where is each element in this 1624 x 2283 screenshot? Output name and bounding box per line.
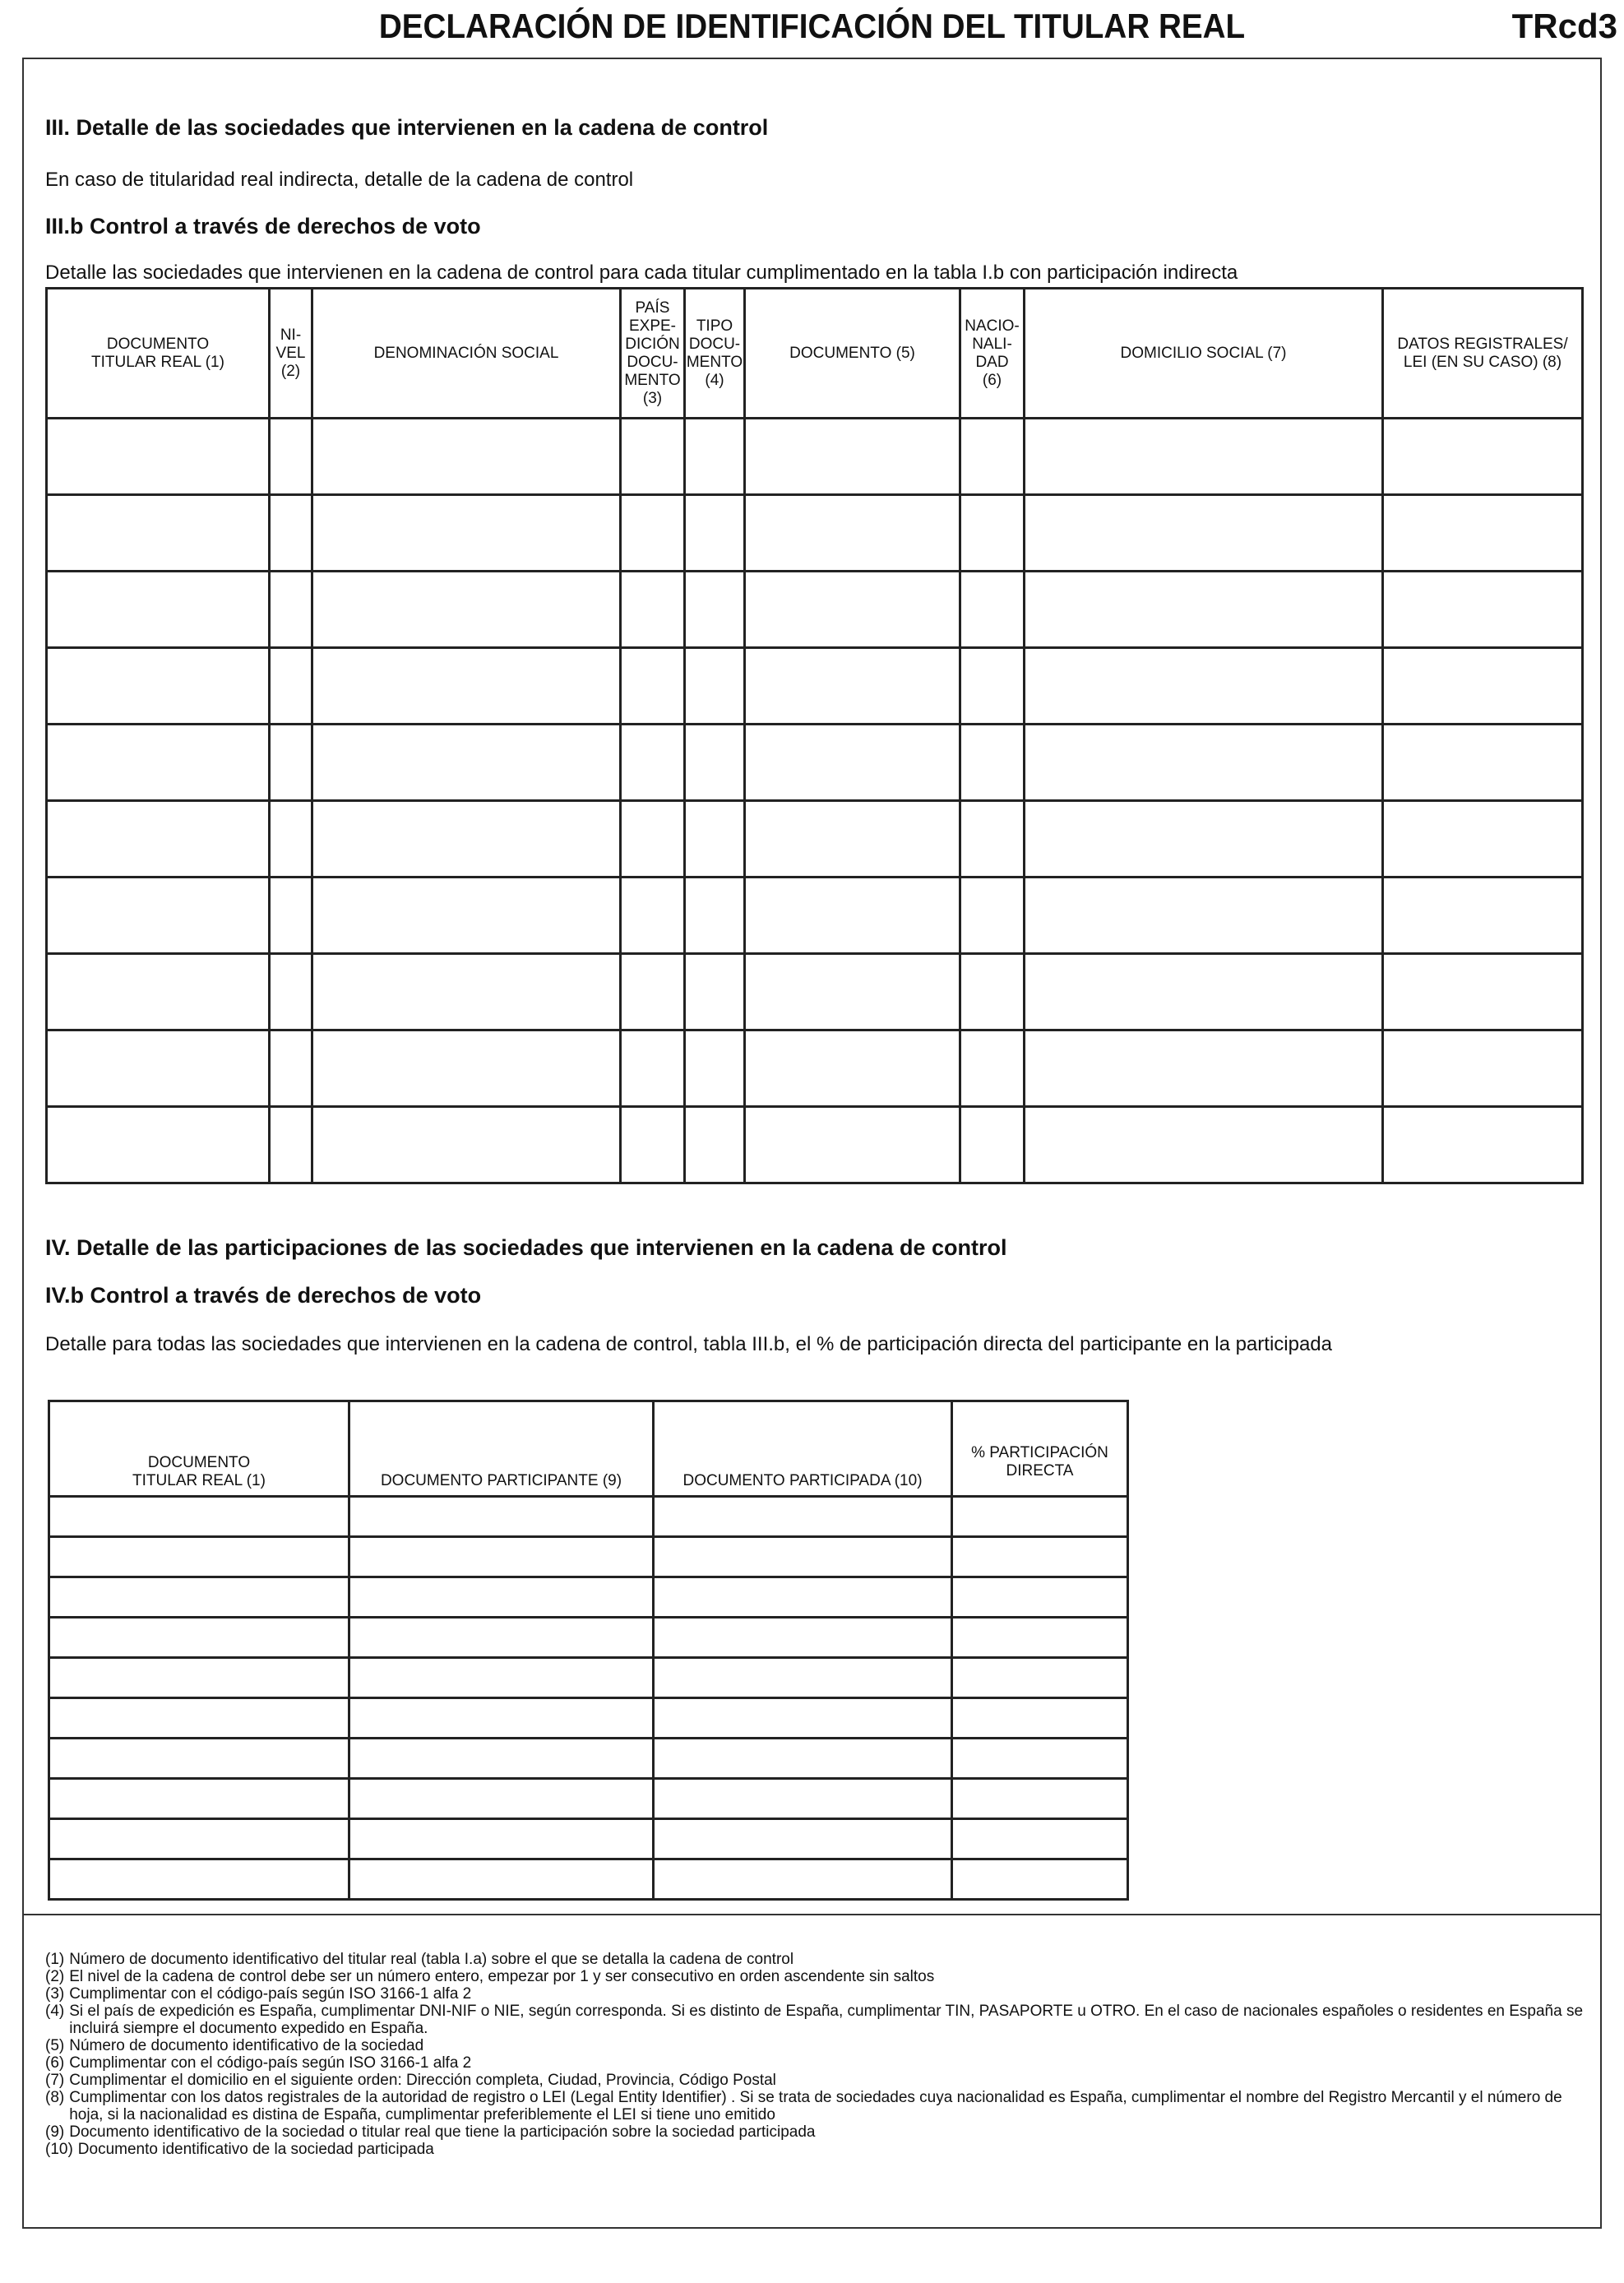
input-cell[interactable] <box>1025 572 1383 648</box>
control-chain-header-row <box>47 289 1583 419</box>
input-cell[interactable] <box>952 1497 1128 1537</box>
col-pais-expedicion: PAÍS EXPE- DICIÓN DOCU- MENTO (3) <box>621 289 685 419</box>
table-row <box>49 1497 1128 1537</box>
table-row <box>47 495 1583 572</box>
input-cell[interactable] <box>1025 1030 1383 1107</box>
table-row <box>47 878 1583 954</box>
input-cell[interactable] <box>270 1030 312 1107</box>
input-cell[interactable] <box>349 1658 654 1698</box>
col-documento: DOCUMENTO (5) <box>745 289 960 419</box>
form-title: DECLARACIÓN DE IDENTIFICACIÓN DEL TITULAR REAL <box>378 7 1246 45</box>
input-cell[interactable] <box>47 1030 270 1107</box>
input-cell[interactable] <box>312 1030 621 1107</box>
footnote-text: Si el país de expedición es España, cumplimentar DNI-NIF o NIE, según corresponda. Si es distinto de España, cumplimentar TIN, PASAPORTE u OTRO. En el caso de nacionales españoles o residentes en España se incluirá siempre el documento expedido en España. <box>69 2003 1584 2037</box>
input-cell[interactable] <box>349 1537 654 1577</box>
input-cell[interactable] <box>685 495 745 572</box>
col-denominacion-social: DENOMINACIÓN SOCIAL <box>312 289 621 419</box>
footnote-number: (4) <box>45 2003 65 2020</box>
input-cell[interactable] <box>654 1739 952 1779</box>
input-cell[interactable] <box>745 954 960 1030</box>
input-cell[interactable] <box>312 725 621 801</box>
input-cell[interactable] <box>312 495 621 572</box>
input-cell[interactable] <box>654 1779 952 1819</box>
input-cell[interactable] <box>312 954 621 1030</box>
input-cell[interactable] <box>952 1739 1128 1779</box>
input-cell[interactable] <box>952 1658 1128 1698</box>
footnote-text: Cumplimentar con los datos registrales de la autoridad de registro o LEI (Legal Entity Identifier) . Si se trata de sociedades cuya nacionalidad es España, cumplimentar el nombre del Registro Mercantil y el número de hoja, si la nacionalidad es distina de España, cumplimentar preferiblemente el LEI si tiene uno emitido <box>69 2089 1562 2123</box>
input-cell[interactable] <box>1025 878 1383 954</box>
input-cell[interactable] <box>349 1859 654 1900</box>
table-row <box>49 1819 1128 1859</box>
input-cell[interactable] <box>349 1497 654 1537</box>
input-cell[interactable] <box>349 1698 654 1739</box>
input-cell[interactable] <box>960 1030 1025 1107</box>
input-cell[interactable] <box>621 801 685 878</box>
input-cell[interactable] <box>1383 725 1583 801</box>
input-cell[interactable] <box>1025 495 1383 572</box>
input-cell[interactable] <box>685 648 745 725</box>
input-cell[interactable] <box>1383 572 1583 648</box>
footnote <box>45 2037 1591 2054</box>
input-cell[interactable] <box>47 878 270 954</box>
participation-table <box>48 1400 1129 1901</box>
input-cell[interactable] <box>685 1030 745 1107</box>
input-cell[interactable] <box>621 725 685 801</box>
input-cell[interactable] <box>49 1739 349 1779</box>
input-cell[interactable] <box>1383 801 1583 878</box>
input-cell[interactable] <box>745 495 960 572</box>
section3-heading: III. Detalle de las sociedades que intervienen en la cadena de control <box>45 115 769 140</box>
input-cell[interactable] <box>1025 725 1383 801</box>
input-cell[interactable] <box>349 1819 654 1859</box>
footnote-number: (1) <box>45 1951 65 1968</box>
footnote-text: Documento identificativo de la sociedad participada <box>77 2141 434 2158</box>
input-cell[interactable] <box>952 1618 1128 1658</box>
input-cell[interactable] <box>685 801 745 878</box>
input-cell[interactable] <box>960 801 1025 878</box>
input-cell[interactable] <box>47 572 270 648</box>
input-cell[interactable] <box>960 1107 1025 1183</box>
footnote <box>45 1968 1591 1985</box>
table-row <box>49 1577 1128 1618</box>
footnote-text: Cumplimentar con el código-país según ISO 3166-1 alfa 2 <box>69 2054 472 2072</box>
footnote <box>45 2003 1591 2037</box>
input-cell[interactable] <box>312 648 621 725</box>
input-cell[interactable] <box>1383 495 1583 572</box>
input-cell[interactable] <box>49 1577 349 1618</box>
input-cell[interactable] <box>49 1779 349 1819</box>
input-cell[interactable] <box>654 1618 952 1658</box>
notes-divider <box>22 1914 1602 1915</box>
input-cell[interactable] <box>349 1739 654 1779</box>
table-row <box>49 1537 1128 1577</box>
input-cell[interactable] <box>685 419 745 495</box>
col-tipo-documento: TIPO DOCU- MENTO (4) <box>685 289 745 419</box>
table-row <box>49 1658 1128 1698</box>
input-cell[interactable] <box>270 801 312 878</box>
table-row <box>47 648 1583 725</box>
input-cell[interactable] <box>270 648 312 725</box>
input-cell[interactable] <box>654 1497 952 1537</box>
col-nacionalidad: NACIO- NALI- DAD (6) <box>960 289 1025 419</box>
input-cell[interactable] <box>47 725 270 801</box>
input-cell[interactable] <box>952 1698 1128 1739</box>
footnote <box>45 2089 1591 2123</box>
section3-table-caption: Detalle las sociedades que intervienen en la cadena de control para cada titular cumplimentado en la tabla I.b con participación indirecta <box>45 262 1238 284</box>
col-documento-participada: DOCUMENTO PARTICIPADA (10) <box>654 1401 952 1497</box>
input-cell[interactable] <box>1383 1107 1583 1183</box>
footnote-number: (10) <box>45 2141 73 2158</box>
input-cell[interactable] <box>49 1819 349 1859</box>
participation-header-row <box>49 1401 1128 1497</box>
input-cell[interactable] <box>621 572 685 648</box>
footnote-text: Número de documento identificativo de la sociedad <box>69 2037 424 2054</box>
footnote <box>45 2123 1591 2141</box>
input-cell[interactable] <box>745 419 960 495</box>
input-cell[interactable] <box>270 495 312 572</box>
table-row <box>47 572 1583 648</box>
input-cell[interactable] <box>270 954 312 1030</box>
col-documento-titular: DOCUMENTO TITULAR REAL (1) <box>47 289 270 419</box>
input-cell[interactable] <box>47 801 270 878</box>
input-cell[interactable] <box>349 1618 654 1658</box>
input-cell[interactable] <box>960 648 1025 725</box>
input-cell[interactable] <box>685 878 745 954</box>
input-cell[interactable] <box>654 1698 952 1739</box>
input-cell[interactable] <box>49 1859 349 1900</box>
table-row <box>47 1030 1583 1107</box>
input-cell[interactable] <box>960 878 1025 954</box>
footnote <box>45 1951 1591 1968</box>
input-cell[interactable] <box>685 1107 745 1183</box>
table-row <box>47 954 1583 1030</box>
table-row <box>49 1779 1128 1819</box>
table-row <box>49 1618 1128 1658</box>
input-cell[interactable] <box>952 1577 1128 1618</box>
col-domicilio-social: DOMICILIO SOCIAL (7) <box>1025 289 1383 419</box>
input-cell[interactable] <box>745 801 960 878</box>
input-cell[interactable] <box>621 1030 685 1107</box>
input-cell[interactable] <box>1025 419 1383 495</box>
input-cell[interactable] <box>745 725 960 801</box>
input-cell[interactable] <box>654 1658 952 1698</box>
table-row <box>49 1739 1128 1779</box>
input-cell[interactable] <box>1383 648 1583 725</box>
footnote <box>45 2072 1591 2089</box>
input-cell[interactable] <box>47 1107 270 1183</box>
input-cell[interactable] <box>270 572 312 648</box>
input-cell[interactable] <box>312 572 621 648</box>
input-cell[interactable] <box>654 1577 952 1618</box>
col-datos-registrales: DATOS REGISTRALES/ LEI (EN SU CASO) (8) <box>1383 289 1583 419</box>
input-cell[interactable] <box>47 954 270 1030</box>
input-cell[interactable] <box>621 419 685 495</box>
col-nivel: NI- VEL (2) <box>270 289 312 419</box>
section3-subheading: III.b Control a través de derechos de voto <box>45 214 481 238</box>
input-cell[interactable] <box>952 1537 1128 1577</box>
input-cell[interactable] <box>1383 419 1583 495</box>
input-cell[interactable] <box>349 1779 654 1819</box>
section3-intro: En caso de titularidad real indirecta, detalle de la cadena de control <box>45 169 634 191</box>
input-cell[interactable] <box>960 572 1025 648</box>
input-cell[interactable] <box>960 495 1025 572</box>
input-cell[interactable] <box>270 419 312 495</box>
input-cell[interactable] <box>1383 878 1583 954</box>
input-cell[interactable] <box>1025 954 1383 1030</box>
input-cell[interactable] <box>49 1698 349 1739</box>
footnote-text: Cumplimentar el domicilio en el siguiente orden: Dirección completa, Ciudad, Provincia, Código Postal <box>69 2072 776 2089</box>
input-cell[interactable] <box>621 954 685 1030</box>
table-row <box>47 419 1583 495</box>
section4-heading: IV. Detalle de las participaciones de las sociedades que intervienen en la cadena de control <box>45 1235 1007 1260</box>
input-cell[interactable] <box>745 648 960 725</box>
input-cell[interactable] <box>270 1107 312 1183</box>
input-cell[interactable] <box>1383 954 1583 1030</box>
form-code: TRcd3 <box>1511 7 1617 45</box>
input-cell[interactable] <box>745 1030 960 1107</box>
input-cell[interactable] <box>621 495 685 572</box>
table-row <box>49 1859 1128 1900</box>
section4-subheading: IV.b Control a través de derechos de voto <box>45 1283 482 1308</box>
footnotes <box>45 1951 1591 2158</box>
footnote-text: Número de documento identificativo del titular real (tabla I.a) sobre el que se detalla la cadena de control <box>69 1951 794 1968</box>
col-documento-titular: DOCUMENTO TITULAR REAL (1) <box>49 1401 349 1497</box>
section4-table-caption: Detalle para todas las sociedades que intervienen en la cadena de control, tabla III.b, el % de participación directa del participante en la participada <box>45 1333 1332 1355</box>
input-cell[interactable] <box>312 878 621 954</box>
input-cell[interactable] <box>621 878 685 954</box>
table-row <box>47 1107 1583 1183</box>
col-participacion-directa: % PARTICIPACIÓN DIRECTA <box>952 1401 1128 1497</box>
input-cell[interactable] <box>960 725 1025 801</box>
input-cell[interactable] <box>621 648 685 725</box>
input-cell[interactable] <box>621 1107 685 1183</box>
input-cell[interactable] <box>1025 648 1383 725</box>
footnote-text: El nivel de la cadena de control debe ser un número entero, empezar por 1 y ser consecutivo en orden ascendente sin saltos <box>69 1968 935 1985</box>
footnote-number: (2) <box>45 1968 65 1985</box>
input-cell[interactable] <box>654 1819 952 1859</box>
footnote-number: (6) <box>45 2054 65 2072</box>
input-cell[interactable] <box>270 878 312 954</box>
input-cell[interactable] <box>49 1497 349 1537</box>
input-cell[interactable] <box>960 954 1025 1030</box>
input-cell[interactable] <box>952 1859 1128 1900</box>
input-cell[interactable] <box>952 1779 1128 1819</box>
input-cell[interactable] <box>1025 801 1383 878</box>
table-row <box>47 801 1583 878</box>
input-cell[interactable] <box>1025 1107 1383 1183</box>
input-cell[interactable] <box>49 1537 349 1577</box>
input-cell[interactable] <box>654 1537 952 1577</box>
input-cell[interactable] <box>685 725 745 801</box>
footnote-text: Cumplimentar con el código-país según ISO 3166-1 alfa 2 <box>69 1985 472 2003</box>
footnote-number: (8) <box>45 2089 65 2106</box>
input-cell[interactable] <box>312 419 621 495</box>
input-cell[interactable] <box>960 419 1025 495</box>
input-cell[interactable] <box>47 419 270 495</box>
footnote <box>45 1985 1591 2003</box>
input-cell[interactable] <box>685 954 745 1030</box>
input-cell[interactable] <box>312 1107 621 1183</box>
input-cell[interactable] <box>745 572 960 648</box>
input-cell[interactable] <box>49 1618 349 1658</box>
input-cell[interactable] <box>47 495 270 572</box>
input-cell[interactable] <box>952 1819 1128 1859</box>
input-cell[interactable] <box>1383 1030 1583 1107</box>
table-row <box>47 725 1583 801</box>
table-row <box>49 1698 1128 1739</box>
footnote-number: (3) <box>45 1985 65 2003</box>
input-cell[interactable] <box>745 1107 960 1183</box>
footnote-number: (9) <box>45 2123 65 2141</box>
input-cell[interactable] <box>654 1859 952 1900</box>
col-documento-participante: DOCUMENTO PARTICIPANTE (9) <box>349 1401 654 1497</box>
input-cell[interactable] <box>312 801 621 878</box>
input-cell[interactable] <box>349 1577 654 1618</box>
footnote-number: (5) <box>45 2037 65 2054</box>
footnote-text: Documento identificativo de la sociedad o titular real que tiene la participación sobre la sociedad participada <box>69 2123 816 2141</box>
input-cell[interactable] <box>49 1658 349 1698</box>
input-cell[interactable] <box>745 878 960 954</box>
footnote <box>45 2141 1591 2158</box>
footnote-number: (7) <box>45 2072 65 2089</box>
input-cell[interactable] <box>270 725 312 801</box>
footnote <box>45 2054 1591 2072</box>
control-chain-table <box>45 287 1584 1184</box>
input-cell[interactable] <box>47 648 270 725</box>
input-cell[interactable] <box>685 572 745 648</box>
